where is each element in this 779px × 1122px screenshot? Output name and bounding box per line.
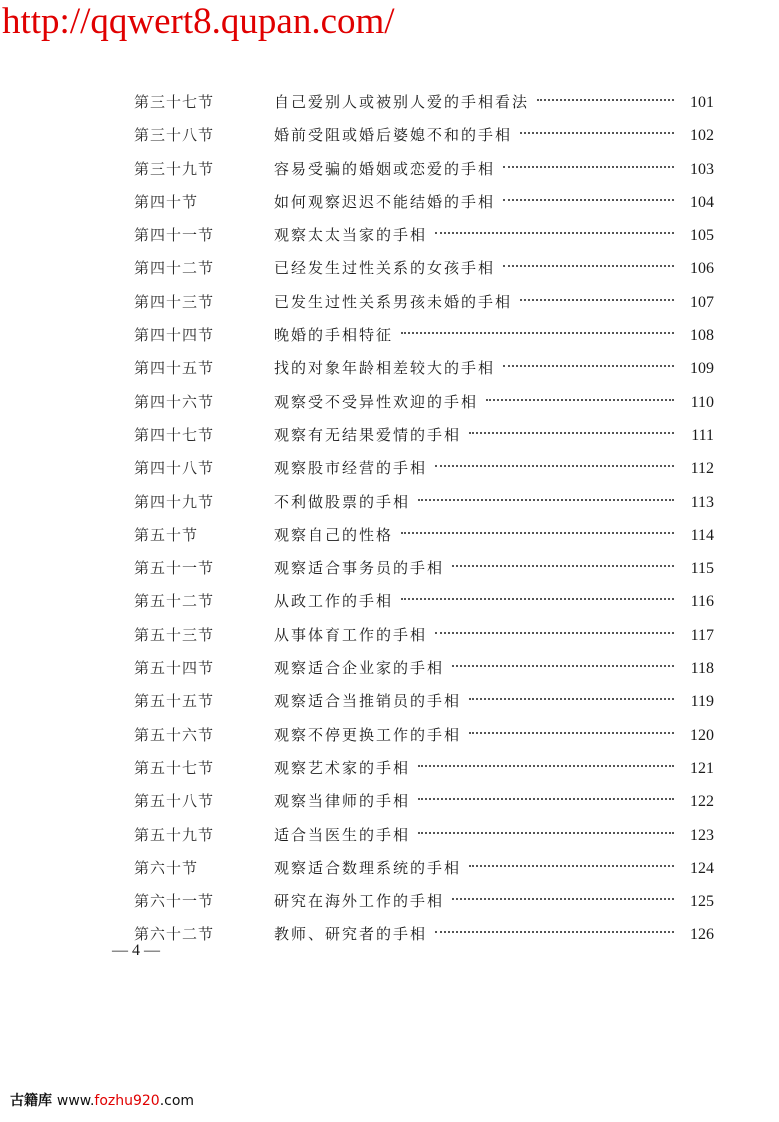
toc-title: 容易受骗的婚姻或恋爱的手相 [274, 159, 496, 178]
toc-leader-dots [435, 632, 674, 634]
toc-page-number: 115 [690, 560, 714, 578]
toc-section-number: 第四十六节 [134, 392, 215, 411]
toc-leader-dots [469, 732, 674, 734]
toc-title: 自己爱别人或被别人爱的手相看法 [274, 93, 530, 111]
toc-entry [134, 885, 714, 918]
toc-leader-dots [537, 99, 674, 101]
toc-section-number: 第六十一节 [134, 892, 215, 911]
toc-section-number: 第五十二节 [134, 592, 215, 611]
toc-page-number: 112 [690, 460, 714, 478]
toc-leader-dots [435, 232, 674, 234]
toc-title: 观察适合事务员的手相 [274, 559, 445, 578]
toc-page-number: 103 [690, 160, 714, 178]
toc-section-number: 第六十二节 [134, 925, 215, 944]
toc-title: 观察艺术家的手相 [274, 758, 411, 777]
toc-page-number: 121 [690, 759, 714, 777]
site-domain-suffix: .com [159, 1093, 195, 1109]
toc-title: 观察受不受异性欢迎的手相 [274, 392, 479, 411]
toc-leader-dots [435, 931, 674, 933]
toc-entry [134, 252, 714, 285]
toc-title-line [274, 819, 714, 852]
site-domain-highlight: fozhu920 [94, 1093, 160, 1109]
toc-leader-dots [503, 265, 674, 267]
table-of-contents [134, 86, 714, 952]
toc-title-line [274, 552, 714, 585]
site-domain-prefix: www. [56, 1093, 95, 1109]
toc-page-number: 116 [690, 593, 714, 611]
toc-section-number: 第五十七节 [134, 758, 215, 777]
toc-title-line [274, 286, 714, 319]
toc-title: 从政工作的手相 [274, 592, 394, 611]
toc-entry [134, 119, 714, 152]
toc-entry [134, 86, 714, 119]
toc-section-number: 第三十九节 [134, 159, 215, 178]
toc-leader-dots [520, 132, 674, 134]
toc-section-number: 第五十一节 [134, 559, 215, 578]
toc-title-line [274, 419, 714, 452]
toc-entry [134, 219, 714, 252]
toc-entry [134, 619, 714, 652]
toc-leader-dots [469, 698, 674, 700]
toc-section-number: 第五十三节 [134, 625, 215, 644]
toc-page-number: 119 [690, 693, 714, 711]
toc-page-number: 106 [690, 260, 714, 278]
toc-title: 观察不停更换工作的手相 [274, 725, 462, 744]
toc-section-number: 第三十七节 [134, 93, 215, 111]
toc-title-line [274, 719, 714, 752]
toc-title-line [274, 619, 714, 652]
toc-leader-dots [520, 299, 674, 301]
toc-leader-dots [503, 166, 674, 168]
toc-section-number: 第四十八节 [134, 459, 215, 478]
toc-title-line [274, 885, 714, 918]
toc-section-number: 第四十二节 [134, 259, 215, 278]
toc-title: 观察太太当家的手相 [274, 226, 428, 245]
toc-title-line [274, 452, 714, 485]
toc-title-line [274, 352, 714, 385]
toc-title: 不利做股票的手相 [274, 492, 411, 511]
toc-title: 教师、研究者的手相 [274, 925, 428, 944]
toc-title-line [274, 918, 714, 951]
toc-title-line [274, 752, 714, 785]
site-name: 古籍库 [10, 1093, 52, 1109]
toc-page-number: 126 [690, 926, 714, 944]
toc-section-number: 第四十节 [134, 192, 199, 211]
toc-leader-dots [503, 199, 674, 201]
toc-page-number: 111 [691, 426, 714, 444]
toc-section-number: 第四十三节 [134, 292, 215, 311]
toc-title-line [274, 519, 714, 552]
toc-entry [134, 552, 714, 585]
toc-section-number: 第三十八节 [134, 126, 215, 145]
toc-title-line [274, 119, 714, 152]
page-number: — 4 — [112, 942, 160, 959]
watermark-url: http://qqwert8.qupan.com/ [2, 1, 395, 42]
toc-page-number: 114 [690, 526, 714, 544]
toc-title-line [274, 852, 714, 885]
toc-title: 研究在海外工作的手相 [274, 892, 445, 911]
toc-page-number: 110 [690, 393, 714, 411]
toc-entry [134, 685, 714, 718]
toc-entry [134, 419, 714, 452]
toc-page-number: 113 [690, 493, 714, 511]
toc-section-number: 第五十九节 [134, 825, 215, 844]
toc-page-number: 109 [690, 360, 714, 378]
toc-title-line [274, 219, 714, 252]
toc-entry [134, 585, 714, 618]
toc-title: 观察适合数理系统的手相 [274, 858, 462, 877]
toc-leader-dots [452, 565, 674, 567]
toc-entry [134, 186, 714, 219]
toc-title: 已经发生过性关系的女孩手相 [274, 259, 496, 278]
toc-leader-dots [469, 865, 674, 867]
toc-title-line [274, 785, 714, 818]
toc-entry [134, 486, 714, 519]
toc-title-line [274, 86, 714, 119]
toc-leader-dots [503, 365, 674, 367]
toc-section-number: 第五十八节 [134, 792, 215, 811]
toc-title: 观察有无结果爱情的手相 [274, 425, 462, 444]
toc-title-line [274, 153, 714, 186]
toc-page-number: 108 [690, 327, 714, 345]
toc-section-number: 第四十九节 [134, 492, 215, 511]
toc-title-line [274, 386, 714, 419]
toc-leader-dots [401, 332, 674, 334]
toc-leader-dots [401, 532, 674, 534]
toc-title-line [274, 652, 714, 685]
toc-section-number: 第四十五节 [134, 359, 215, 378]
toc-entry [134, 785, 714, 818]
toc-entry [134, 386, 714, 419]
toc-leader-dots [401, 598, 674, 600]
toc-title-line [274, 252, 714, 285]
toc-leader-dots [418, 798, 674, 800]
toc-title: 婚前受阻或婚后婆媳不和的手相 [274, 126, 513, 145]
toc-title: 找的对象年龄相差较大的手相 [274, 359, 496, 378]
toc-page-number: 102 [690, 127, 714, 145]
toc-page-number: 125 [690, 893, 714, 911]
toc-title-line [274, 319, 714, 352]
site-watermark [10, 1090, 194, 1110]
toc-page-number: 120 [690, 726, 714, 744]
toc-title: 观察自己的性格 [274, 525, 394, 544]
toc-leader-dots [418, 765, 674, 767]
toc-entry [134, 719, 714, 752]
toc-entry [134, 752, 714, 785]
toc-page-number: 118 [690, 660, 714, 678]
toc-title-line [274, 685, 714, 718]
toc-entry [134, 819, 714, 852]
toc-leader-dots [418, 832, 674, 834]
toc-leader-dots [418, 499, 674, 501]
toc-section-number: 第五十六节 [134, 725, 215, 744]
toc-section-number: 第五十五节 [134, 692, 215, 711]
toc-page-number: 101 [690, 94, 714, 111]
toc-entry [134, 153, 714, 186]
toc-section-number: 第四十七节 [134, 425, 215, 444]
toc-title: 已发生过性关系男孩未婚的手相 [274, 292, 513, 311]
toc-leader-dots [435, 465, 674, 467]
toc-section-number: 第四十一节 [134, 226, 215, 245]
toc-leader-dots [486, 399, 674, 401]
toc-leader-dots [452, 898, 674, 900]
toc-entry [134, 452, 714, 485]
toc-entry [134, 918, 714, 951]
toc-title: 如何观察迟迟不能结婚的手相 [274, 192, 496, 211]
toc-entry [134, 652, 714, 685]
toc-page-number: 105 [690, 227, 714, 245]
toc-title-line [274, 486, 714, 519]
toc-page-number: 117 [690, 626, 714, 644]
toc-title: 观察当律师的手相 [274, 792, 411, 811]
toc-section-number: 第四十四节 [134, 326, 215, 345]
toc-section-number: 第五十四节 [134, 659, 215, 678]
toc-title: 从事体育工作的手相 [274, 625, 428, 644]
toc-title: 观察适合企业家的手相 [274, 659, 445, 678]
toc-section-number: 第六十节 [134, 858, 199, 877]
toc-leader-dots [469, 432, 674, 434]
toc-section-number: 第五十节 [134, 525, 199, 544]
toc-title: 观察股市经营的手相 [274, 459, 428, 478]
toc-entry [134, 319, 714, 352]
toc-entry [134, 286, 714, 319]
toc-leader-dots [452, 665, 674, 667]
toc-title-line [274, 186, 714, 219]
toc-title-line [274, 585, 714, 618]
toc-page-number: 123 [690, 826, 714, 844]
toc-entry [134, 519, 714, 552]
toc-entry [134, 352, 714, 385]
toc-page-number: 107 [690, 293, 714, 311]
toc-title: 适合当医生的手相 [274, 825, 411, 844]
toc-page-number: 122 [690, 793, 714, 811]
toc-page-number: 124 [690, 859, 714, 877]
toc-entry [134, 852, 714, 885]
toc-page-number: 104 [690, 193, 714, 211]
toc-title: 观察适合当推销员的手相 [274, 692, 462, 711]
toc-title: 晚婚的手相特征 [274, 326, 394, 345]
